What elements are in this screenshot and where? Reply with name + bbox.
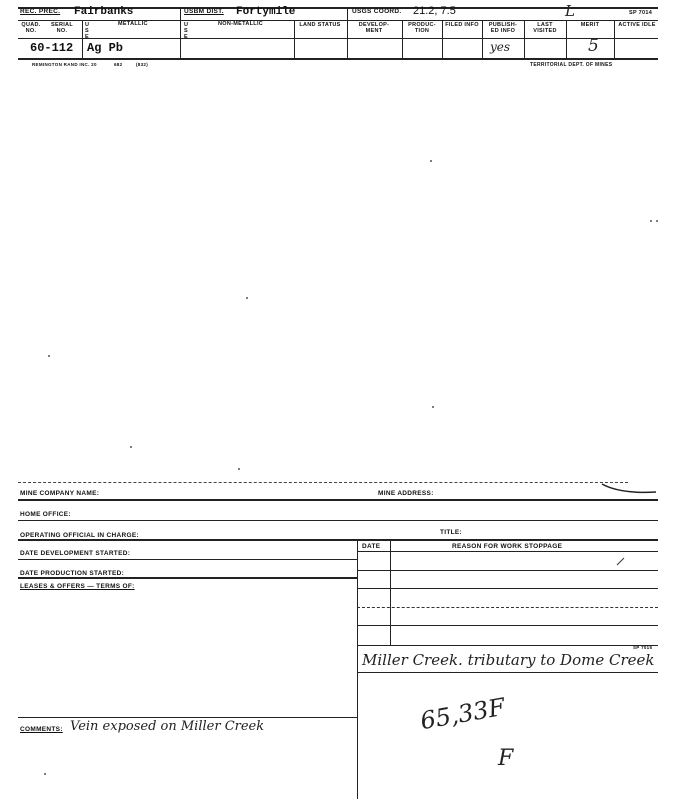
rec-prec-label: REC. PREC. — [20, 8, 61, 15]
mine-address-label: MINE ADDRESS: — [378, 490, 434, 497]
date-prod-label: DATE PRODUCTION STARTED: — [20, 570, 125, 577]
location-note: Miller Creek. tributary to Dome Creek — [362, 651, 655, 669]
col-merit: MERIT — [580, 22, 600, 28]
footer-right: TERRITORIAL DEPT. OF MINES — [530, 62, 613, 68]
col-filed-info: FILED INFO — [445, 22, 479, 28]
date-dev-label: DATE DEVELOPMENT STARTED: — [20, 550, 131, 557]
comments-value: Vein exposed on Miller Creek — [70, 719, 265, 734]
speck — [130, 446, 132, 448]
col-development: DEVELOP- MENT — [358, 22, 390, 34]
form-number: SP 7014 — [629, 10, 653, 16]
divider — [614, 20, 615, 59]
date-col-divider — [390, 539, 391, 645]
row-divider — [357, 588, 658, 589]
col-use-metallic: U S E — [85, 22, 90, 40]
usgs-coord-label: USGS COORD. — [352, 8, 402, 15]
row-divider — [18, 577, 357, 579]
card-corner-curl — [600, 476, 660, 496]
form-number-2: SP 7015 — [633, 645, 653, 650]
speck — [656, 220, 658, 222]
speck — [238, 468, 240, 470]
col-serial-no: SERIAL NO. — [51, 22, 73, 34]
row-divider — [18, 520, 658, 521]
home-office-label: HOME OFFICE: — [20, 511, 71, 518]
date-col-label: DATE — [362, 543, 381, 550]
usbm-dist-label: USBM DIST. — [184, 8, 224, 15]
hand-number: 65,33F — [418, 692, 508, 736]
quad-serial-value: 60-112 — [30, 41, 74, 55]
usbm-dist-value: Fortymile — [236, 6, 296, 18]
divider — [442, 20, 443, 59]
published-value: yes — [490, 40, 511, 54]
col-production: PRODUC- TION — [408, 22, 436, 34]
divider — [482, 20, 483, 59]
merit-value: 5 — [588, 36, 599, 56]
col-land-status: LAND STATUS — [299, 22, 341, 28]
speck — [430, 160, 432, 162]
mine-company-label: MINE COMPANY NAME: — [20, 490, 100, 497]
metallic-value: Ag Pb — [87, 41, 124, 55]
divider — [402, 20, 403, 59]
card-edge — [18, 482, 628, 483]
divider — [566, 20, 567, 59]
speck — [650, 220, 652, 222]
speck — [246, 297, 248, 299]
col-quad-no: QUAD. NO. — [21, 22, 41, 34]
col-use-nonmetallic: U S E — [184, 22, 189, 40]
col-nonmetallic: NON-METALLIC — [218, 21, 264, 27]
row-divider — [357, 607, 658, 608]
center-divider — [357, 539, 358, 799]
row-divider — [357, 570, 658, 571]
row-divider — [18, 717, 357, 718]
speck — [432, 406, 434, 408]
footer-code: 682 — [114, 62, 123, 67]
speck — [48, 355, 50, 357]
reason-col-label: REASON FOR WORK STOPPAGE — [452, 543, 563, 550]
divider — [347, 7, 348, 20]
title-label: TITLE: — [440, 529, 463, 536]
rec-prec-value: Fairbanks — [74, 6, 134, 18]
row-divider — [357, 625, 658, 626]
divider — [82, 20, 83, 59]
row-divider — [18, 20, 658, 21]
divider — [524, 20, 525, 59]
bottom-border — [18, 58, 658, 60]
row-divider — [18, 499, 658, 501]
divider — [294, 20, 295, 59]
row-divider — [18, 559, 357, 560]
hand-letter: F — [498, 746, 514, 771]
row-divider — [18, 539, 658, 541]
row-divider — [357, 645, 658, 646]
footer-paren: (832) — [136, 62, 149, 67]
col-metallic: METALLIC — [118, 21, 148, 27]
corner-mark: L — [565, 2, 575, 20]
speck — [44, 773, 46, 775]
operating-official-label: OPERATING OFFICIAL IN CHARGE: — [20, 532, 139, 539]
usgs-coord-value: 21.2, 7.5 — [413, 5, 456, 17]
comments-label: COMMENTS: — [20, 726, 63, 733]
leases-label: LEASES & OFFERS — TERMS OF: — [20, 583, 135, 590]
col-last-visited: LAST VISITED — [533, 22, 557, 34]
row-divider — [357, 551, 658, 552]
row-divider — [18, 38, 658, 39]
col-active-idle: ACTIVE IDLE — [618, 22, 656, 28]
col-published-info: PUBLISH- ED INFO — [488, 22, 518, 34]
divider — [180, 7, 181, 59]
pencil-tick — [616, 556, 626, 566]
divider — [347, 20, 348, 59]
row-divider — [357, 672, 658, 673]
footer-left: REMINGTON RAND INC. 20 — [32, 62, 97, 67]
